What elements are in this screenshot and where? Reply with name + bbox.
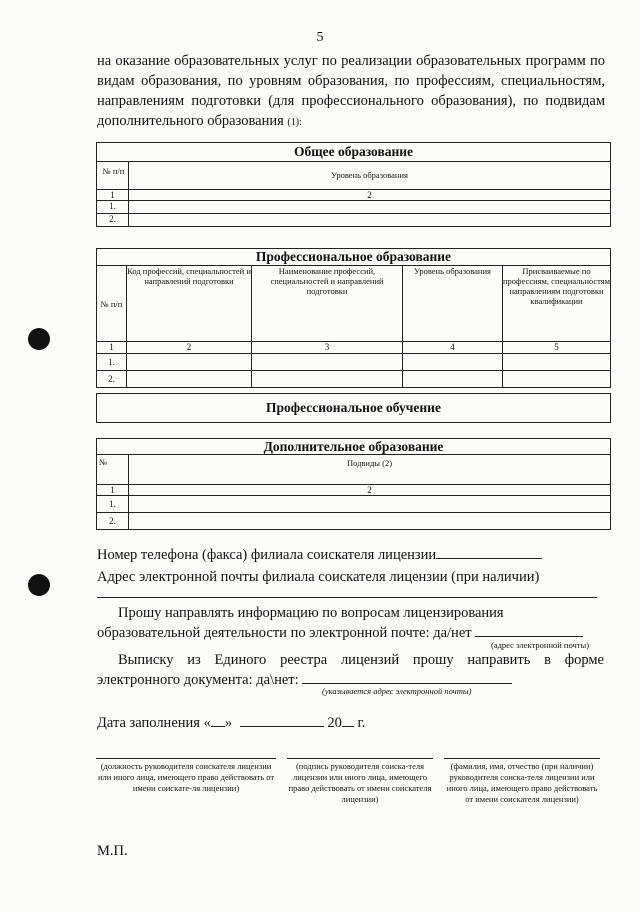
email-hint: (адрес электронной почты) [491, 640, 590, 650]
professional-row-2-name[interactable] [252, 371, 403, 388]
professional-row-1-no: 1. [97, 354, 127, 371]
date-day-input[interactable] [211, 712, 225, 727]
extract-line-1: Выписку из Единого реестра лицензий прошу направить в форме [118, 652, 604, 668]
binder-hole-bottom-icon [28, 574, 50, 596]
date-month-input[interactable] [240, 712, 324, 727]
additional-title: Дополнительное образование [97, 439, 611, 455]
general-col-no: № п/п [97, 162, 129, 190]
intro-text: на оказание образовательных услуг по реализации образовательных программ по видам образования, по уровням образования, по профессиям, специальностям, направлениям подготовки (для профессионального образования), по подвидам дополнительного образования [97, 53, 605, 129]
sig-position-caption: (должность руководителя соискателя лицензии или иного лица, имеющего право действовать от имени соискате-ля лицензии) [97, 761, 275, 793]
general-title: Общее образование [97, 143, 611, 162]
professional-row-2-qual[interactable] [503, 371, 611, 388]
professional-col-name: Наименование профессий, специальностей и направлений подготовки [252, 266, 403, 342]
extract-hint: (указывается адрес электронной почты) [322, 686, 472, 696]
general-education-table [96, 142, 611, 227]
date-year-prefix: 20 [327, 715, 342, 731]
additional-row-2-no: 2. [97, 513, 129, 530]
professional-num-1: 1 [97, 342, 127, 354]
date-row [97, 712, 365, 733]
phone-row [97, 544, 542, 565]
professional-title: Профессиональное образование [97, 249, 611, 266]
professional-row-1-code[interactable] [127, 354, 252, 371]
intro-footnote-ref: (1): [287, 117, 302, 128]
request-line-2: образовательной деятельности по электронной почте: да/нет [97, 625, 472, 641]
professional-row-1-level[interactable] [403, 354, 503, 371]
professional-row-1-qual[interactable] [503, 354, 611, 371]
training-title: Профессиональное обучение [97, 394, 611, 423]
general-row-1-level[interactable] [129, 201, 611, 214]
professional-col-qual: Присваиваемые по профессиям, специальностям направлениям подготовки квалификации [503, 266, 611, 342]
date-label: Дата заполнения « [97, 715, 211, 731]
extract-line-2: электронного документа: да\нет: [97, 672, 299, 688]
email-input-line[interactable] [97, 583, 597, 598]
date-quote-close: » [224, 715, 233, 731]
sig-signature-caption: (подпись руководителя соиска-теля лицензии или иного лица, имеющего право действовать от имени соискателя лицензии) [288, 761, 432, 804]
date-year-input[interactable] [342, 712, 354, 727]
additional-education-table [96, 438, 611, 530]
general-col-level: Уровень образования [129, 162, 611, 190]
professional-num-3: 3 [252, 342, 403, 354]
professional-row-2-code[interactable] [127, 371, 252, 388]
professional-training-table [96, 393, 611, 423]
additional-row-1-no: 1. [97, 496, 129, 513]
additional-num-1: 1 [97, 485, 129, 496]
sig-name-caption: (фамилия, имя, отчество (при наличии) руководителя соиска-теля лицензии или иного лица, имеющего право действовать от имени соискателя лицензии) [446, 761, 598, 804]
general-num-2: 2 [129, 190, 611, 201]
sig-position-line[interactable] [96, 758, 276, 759]
sig-name-line[interactable] [444, 758, 600, 759]
email-label: Адрес электронной почты филиала соискателя лицензии (при наличии) [97, 569, 540, 585]
general-num-1: 1 [97, 190, 129, 201]
request-email-input-line[interactable] [475, 622, 583, 637]
additional-num-2: 2 [129, 485, 611, 496]
professional-num-4: 4 [403, 342, 503, 354]
extract-email-input-line[interactable] [302, 669, 512, 684]
date-year-suffix: г. [357, 715, 366, 731]
additional-col-no: № [97, 455, 129, 485]
professional-row-2-no: 2. [97, 371, 127, 388]
general-row-2-level[interactable] [129, 214, 611, 227]
additional-row-2-sub[interactable] [129, 513, 611, 530]
intro-paragraph [97, 51, 605, 133]
phone-input-line[interactable] [436, 544, 542, 559]
professional-row-2-level[interactable] [403, 371, 503, 388]
general-row-1-no: 1. [97, 201, 129, 214]
professional-num-2: 2 [127, 342, 252, 354]
professional-col-level: Уровень образования [403, 266, 503, 342]
request-line-1: Прошу направлять информацию по вопросам лицензирования [118, 605, 504, 621]
professional-row-1-name[interactable] [252, 354, 403, 371]
binder-hole-top-icon [28, 328, 50, 350]
professional-num-5: 5 [503, 342, 611, 354]
professional-col-code: Код профессий, специальностей и направлений подготовки [127, 266, 252, 342]
seal-placeholder: М.П. [97, 843, 128, 859]
sig-signature-line[interactable] [287, 758, 433, 759]
additional-col-sub: Подвиды (2) [129, 455, 611, 485]
additional-row-1-sub[interactable] [129, 496, 611, 513]
general-row-2-no: 2. [97, 214, 129, 227]
professional-education-table [96, 248, 611, 388]
professional-col-no: № п/п [97, 266, 127, 342]
phone-label: Номер телефона (факса) филиала соискателя лицензии [97, 547, 437, 563]
page-number: 5 [316, 30, 324, 45]
